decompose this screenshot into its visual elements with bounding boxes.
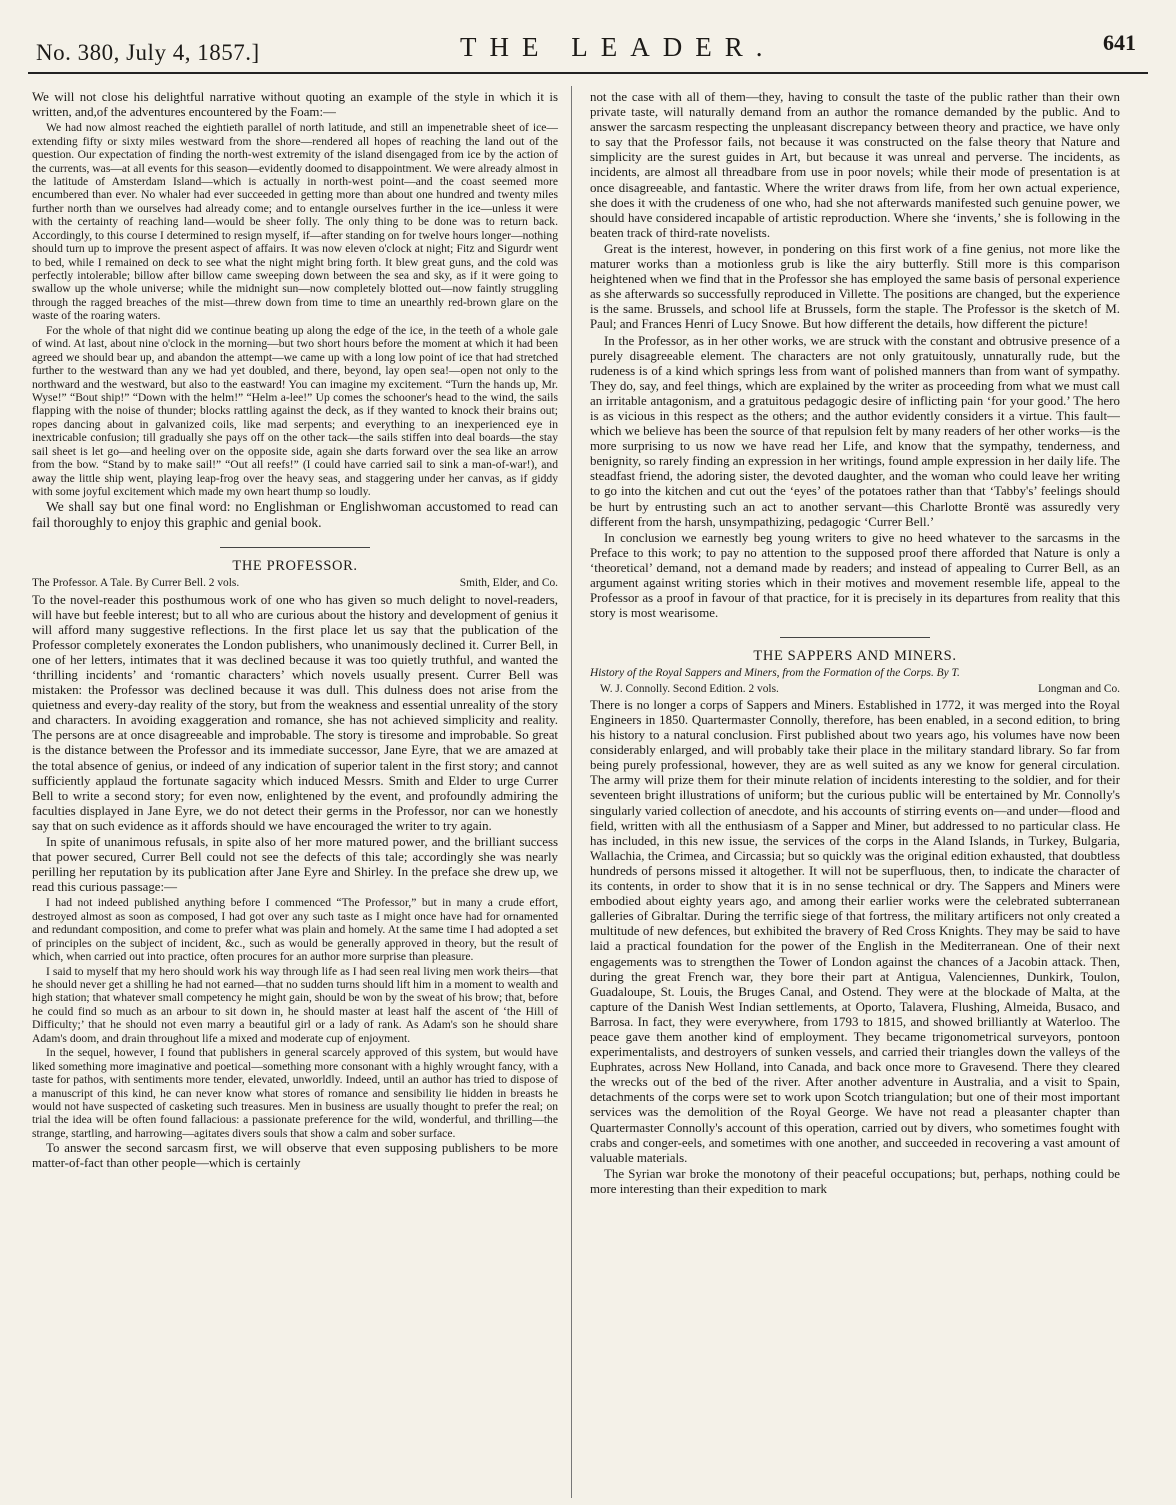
paragraph: There is no longer a corps of Sappers and Miners. Established in 1772, it was merged into the Royal Engineers in 1850. Quartermaster Connolly, therefore, has been enabled, in a second edition, to bring his history to a natural conclusion. First published about two years ago, his volumes have now been considerably enlarged, and will probably take their place in the military standard library. So far from being purely professional, however, they are as well suited as any we know for general circulation. The army will prize them for their minute relation of incidents interesting to the soldier, and for their seventeen bright illustrations of uniform; but the curious public will be entertained by Mr. Connolly's singularly varied collection of anecdote, and his accounts of stirring events on—and under—flood and field, written with all the enthusiasm of a Sapper and Miner, but addressed to no particular class. He has included, in this new issue, the services of the corps in the Aland Islands, in Turkey, Bulgaria, Wallachia, the Crimea, and Circassia; but so quickly was the original edition exhausted, that doubtless hundreds of persons missed it altogether. It will not be superfluous, then, to indicate the character of its contents, in order to show that it is in no sense technical or dry. The Sappers and Miners were embodied about eighty years ago, and among their earlier works were the celebrated subterranean galleries of Gibraltar. During the terrific siege of that fortress, the military artificers not only created a multitude of new defences, but exhibited the bravery of Red Cross Knights. They may be said to have laid a practical foundation for the power of the English in the Mediterranean. One of their next engagements was to strengthen the Tower of London against the chances of a Jacobin attack. Then, during the great French war, they bore their part at Antigua, Valenciennes, Dunkirk, Toulon, Guadaloupe, St. Louis, the Bruges Canal, and Ostend. They were at the blockade of Malta, at the capture of the Danish West Indian settlements, at Oporto, Talavera, Flushing, Almeida, Busaco, and Barrosa. In fact, they were everywhere, from 1793 to 1815, and showed brilliantly at Waterloo. The peace gave them another kind of employment. They became trigonometrical surveyors, pontoon experimentalists, and destroyers of sunken vessels, and carried their triangles down the valleys of the Euphrates, across New Holland, into Canada, and back once more to Gravesend. There they cleared the wrecks out of the bed of the river. After another adventure in Australia, and a visit to Spain, detachments of the corps were set to work upon Scotch triangulation; but one of their most important services was the demolition of the Royal George. We have not read a pleasanter chapter than Quartermaster Connolly's account of this operation, carried out by divers, who sometimes fought with crabs and conger-eels, and sometimes with one another, and succeeded in recovering a vast amount of valuable materials. bbox=[590, 697, 1120, 1165]
block-quote bbox=[32, 121, 558, 498]
section-rule bbox=[220, 547, 370, 548]
bibliographic-line bbox=[590, 683, 1120, 696]
block-quote bbox=[32, 896, 558, 1140]
quote-paragraph: I had not indeed published anything before I commenced “The Professor,” but in many a crude effort, destroyed almost as soon as composed, I had got over any such taste as I might once have had for ornamented and redundant composition, and come to prefer what was plain and homely. At the same time I had adopted a set of principles on the subject of incident, &c., such as would be generally approved in theory, but the result of which, when carried out into practice, often procures for an author more surprise than pleasure. bbox=[32, 896, 558, 964]
paragraph: To answer the second sarcasm first, we will observe that even supposing publishers to be more matter-of-fact than other people—which is certainly bbox=[32, 1141, 558, 1171]
quote-paragraph: In the sequel, however, I found that publishers in general scarcely approved of this system, but would have liked something more imaginative and poetical—something more consonant with a highly wrought fancy, with a taste for pathos, with sentiments more tender, elevated, unworldly. Indeed, until an author has tried to dispose of a manuscript of this kind, he can never know what stores of romance and sensibility lie hidden in breasts he would not have suspected of casketing such treasures. Men in business are usually thought to prefer the real; on trial the idea will be often found fallacious: a passionate preference for the wild, wonderful, and thrilling—the strange, startling, and harrowing—agitates divers souls that show a calm and sober surface. bbox=[32, 1046, 558, 1140]
quote-paragraph: I said to myself that my hero should work his way through life as I had seen real living men work theirs—that he should never get a shilling he had not earned—that no sudden turns should lift him in a moment to wealth and high station; that whatever small competency he might gain, should be won by the sweat of his brow; that, before he could find so much as an arbour to sit down in, he should master at least half the ascent of ‘the Hill of Difficulty;’ that he should not even marry a beautiful girl or a lady of rank. As Adam's son he should share Adam's doom, and drain throughout life a mixed and moderate cup of enjoyment. bbox=[32, 964, 558, 1045]
book-citation: The Professor. A Tale. By Currer Bell. 2 vols. bbox=[32, 577, 240, 590]
publisher: Longman and Co. bbox=[1038, 682, 1120, 695]
bibliographic-line bbox=[590, 667, 1120, 680]
paragraph: In spite of unanimous refusals, in spite also of her more matured power, and the brilliant success that power secured, Currer Bell could not see the defects of this tale; accordingly she was nearly perilling her reputation by its publication after Jane Eyre and Shirley. In the preface she drew up, we read this curious passage:— bbox=[32, 835, 558, 895]
bibliographic-line bbox=[32, 577, 558, 590]
paragraph: To the novel-reader this posthumous work of one who has given so much delight to novel-readers, will have but feeble interest; but to all who are curious about the history and development of genius it will afford many suggestive reflections. In the first place let us say that the publication of the Professor completely exonerates the London publishers, who unanimously declined it. Currer Bell, in one of her letters, intimates that it was declined because it was too quietly truthful, and wanted the ‘thrilling incidents’ and ‘romantic characters’ which novels usually present. Currer Bell was mistaken: the Professor was declined because it was dull. This dulness does not arise from the quietness and every-day reality of the story, but from the weakness and essential unreality of the story and characters. In avoiding exaggeration and romance, she has not achieved simplicity and reality. The persons are at once disagreeable and improbable. The story is tiresome and improbable. So great is the distance between the Professor and its immediate successor, Jane Eyre, that we are amazed at the total absence of genius, or indeed of any indication of superior talent in the first story; and cannot sufficiently applaud the fortunate sagacity which induced Messrs. Smith and Elder to urge Currer Bell to write a second story; for even now, enlightened by the event, and profoundly admiring the faculties displayed in Jane Eyre, we do not detect their germs in the Professor, nor can we honestly say that on such evidence as it affords should we have encouraged the writer to try again. bbox=[32, 592, 558, 833]
column-divider bbox=[571, 86, 572, 1498]
review-title: THE PROFESSOR. bbox=[232, 558, 358, 575]
book-citation: History of the Royal Sappers and Miners, from the Formation of the Corps. By T. bbox=[590, 667, 960, 680]
paragraph: We will not close his delightful narrative without quoting an example of the style in which it is written, and,of the adventures encountered by the Foam:— bbox=[32, 90, 558, 120]
paragraph: not the case with all of them—they, having to consult the taste of the public rather than their own private taste, will naturally demand from an author the romance demanded by the public. And to answer the sarcasm respecting the unpleasant discrepancy between theory and practice, we have only to say that the Professor fails, not because it was constructed on the false theory that Nature and simplicity are the surest guides in Art, but because it was unreal and perverse. The incidents, as incidents, are almost all threadbare from use in poor novels; while their mode of presentation is at once disagreeable, and fantastic. Where the writer draws from life, from her own actual experience, she does it with the crudeness of one who, had she not afterwards manifested such genuine power, we should have considered incapable of artistic reproduction. Where she ‘invents,’ she is following in the beaten track of third-rate novelists. bbox=[590, 90, 1120, 240]
paragraph: In conclusion we earnestly beg young writers to give no heed whatever to the sarcasms in the Preface to this work; to pay no attention to the supposed proof there afforded that Nature is only a ‘theoretical’ demand, not a demand made by readers; and instead of appealing to Currer Bell, as an argument against writing stories which in their motives and movement resemble life, appeal to the Professor as a proof in favour of that practice, for it is precisely in its departures from reality that this story is most wearisome. bbox=[590, 530, 1120, 621]
left-column bbox=[32, 90, 558, 1498]
section-rule bbox=[780, 637, 930, 638]
issue-number: No. 380, July 4, 1857.] bbox=[36, 40, 260, 65]
paragraph: Great is the interest, however, in pondering on this first work of a fine genius, not more like the maturer works than a motionless grub is like the airy butterfly. Still more is this comparison heightened when we find that in the Professor she has employed the same basis of personal experience as she afterwards so successfully reproduced in Villette. The positions are changed, but the experience is the same. Brussels, and school life at Brussels, form the staple. The Professor is the sketch of M. Paul; and Frances Henri of Lucy Snowe. But how different the details, how different the picture! bbox=[590, 241, 1120, 332]
quote-paragraph: We had now almost reached the eightieth parallel of north latitude, and still an impenetrable sheet of ice—extending fifty or sixty miles westward from the shore—rendered all hopes of reaching the land out of the question. Our expectation of finding the north-west extremity of the island disengaged from ice by the action of the currents, was—at all events for this season—evidently doomed to disappointment. We were already almost in the latitude of Amsterdam Island—which is actually in north-west point—and the coast seemed more encumbered than ever. No whaler had ever succeeded in getting more than about one hundred and twenty miles further north than we ourselves had already come; and to entangle ourselves further in the ice—unless it were with the certainty of reaching land—would be sheer folly. The only thing to be done was to return back. Accordingly, to this course I determined to resign myself, if—after standing on for twelve hours longer—nothing should turn up to improve the present aspect of affairs. It was now eleven o'clock at night; Fitz and Sigurdr went to bed, while I remained on deck to see what the night might bring forth. It blew great guns, and the cold was perfectly intolerable; billow after billow came sweeping down between the sea and sky, as if it were going to swallow up the whole universe; while the midnight sun—now completely blotted out—now faintly struggling through the ragged breaches of the mist—threw down from time to time an unearthly red-brown glare on the waste of the roaring waters. bbox=[32, 121, 558, 323]
newspaper-title: THE LEADER. bbox=[460, 32, 776, 62]
right-column bbox=[590, 90, 1120, 1498]
page-number: 641 bbox=[1103, 30, 1136, 55]
review-title: THE SAPPERS AND MINERS. bbox=[753, 648, 957, 665]
paragraph: The Syrian war broke the monotony of their peaceful occupations; but, perhaps, nothing could be more interesting than their expedition to mark bbox=[590, 1166, 1120, 1196]
quote-paragraph: For the whole of that night did we continue beating up along the edge of the ice, in the teeth of a whole gale of wind. At last, about nine o'clock in the morning—but two short hours before the moment at which it had been agreed we should bear up, and abandon the attempt—we came up with a long low point of ice that had stretched further to the westward than any we had yet doubled, and there, beyond, lay open sea!—open not only to the northward and the westward, but also to the eastward! You can imagine my excitement. “Turn the hands up, Mr. Wyse!” “Bout ship!” “Down with the helm!” “Helm a-lee!” Up comes the schooner's head to the wind, the sails flapping with the noise of thunder; blocks rattling against the deck, as if they wanted to knock their brains out; ropes dancing about in galvanized coils, like mad serpents; and everything to an inexperienced eye in inextricable confusion; till gradually she pays off on the other tack—the sails stiffen into deal boards—the stay sail sheet is let go—and heeling over on the opposite side, again she darts forward over the sea like an arrow from the bow. “Stand by to make sail!” “Out all reefs!” (I could have carried sail to sink a man-of-war!), and away the little ship went, playing leap-frog over the heavy seas, and staggering under her canvas, as if giddy with some joyful excitement which made my own heart thump so loudly. bbox=[32, 323, 558, 498]
publisher: Smith, Elder, and Co. bbox=[459, 577, 558, 590]
masthead bbox=[28, 30, 1148, 80]
paragraph: We shall say but one final word: no Englishman or Englishwoman accustomed to read can fail thoroughly to enjoy this graphic and genial book. bbox=[32, 499, 558, 531]
paragraph: In the Professor, as in her other works, we are struck with the constant and obtrusive presence of a purely disagreeable element. The characters are not only gratuitously, unnaturally rude, but the rudeness is of a kind which springs less from want of polished manners than from want of sympathy. They do, say, and feel things, which are explained by the writer as proceeding from what we must call an irritable antagonism, and a gratuitous pedagogic desire of inflicting pain ‘for your good.’ The hero is as vicious in this respect as the others; and the author evidently considers it a virtue. This fault—which we believe has been the source of that repulsion felt by many readers of her other works—is the more surprising to us now we have read her Life, and know that the sympathy, tenderness, and benignity, so rarely finding an expression in her writings, found ample expression in her daily life. The steadfast friend, the adoring sister, the devoted daughter, and the woman who could leave her writing to go into the kitchen and cut out the ‘eyes’ of the potatoes rather than that ‘Tabby's’ feelings should be hurt by entrusting such an act to another servant—this Charlotte Brontë was assuredly very different from the harsh, unsympathizing, pedagogic ‘Currer Bell.’ bbox=[590, 333, 1120, 529]
book-citation-cont: W. J. Connolly. Second Edition. 2 vols. bbox=[600, 682, 779, 695]
masthead-rule bbox=[28, 72, 1148, 74]
